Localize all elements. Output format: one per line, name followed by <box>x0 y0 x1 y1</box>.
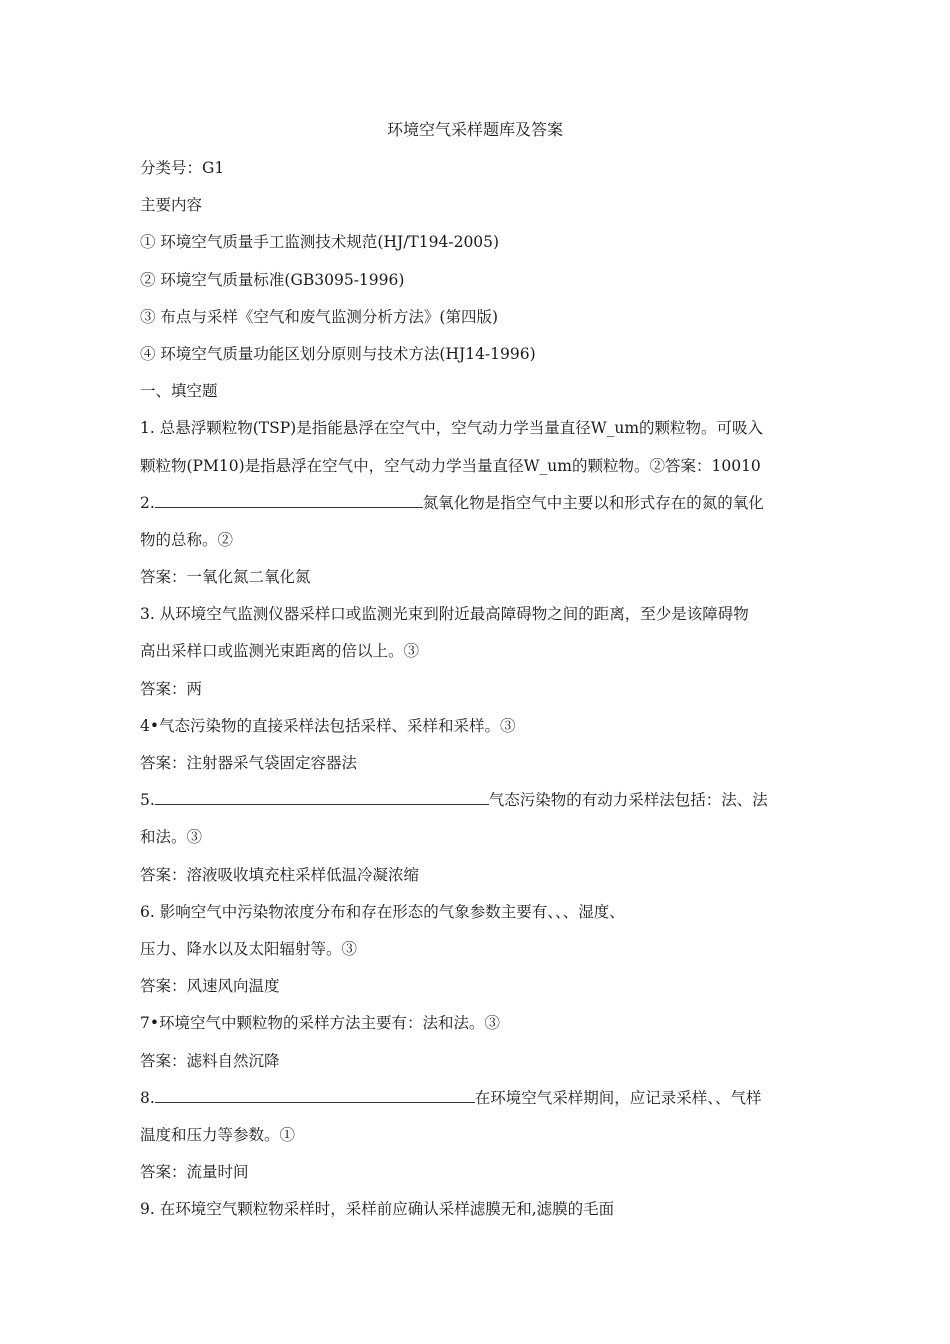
question-text-with-blank <box>140 1080 820 1117</box>
answer-line: 答案：注射器采气袋固定容器法 <box>140 754 358 772</box>
question-text-with-blank <box>140 782 820 819</box>
fill-in-blank <box>155 488 423 508</box>
question-text: 压力、降水以及太阳辐射等。③ <box>140 939 358 958</box>
question-text: 6. 影响空气中污染物浓度分布和存在形态的气象参数主要有、、、湿度、 <box>140 902 625 921</box>
question-number: 2. <box>140 493 155 512</box>
document-body <box>140 150 820 1228</box>
question-text: 颗粒物(PM10)是指悬浮在空气中，空气动力学当量直径W_um的颗粒物。②答案：10010 <box>140 456 761 475</box>
question-text: 氮氧化物是指空气中主要以和形式存在的氮的氧化 <box>422 493 764 512</box>
reference-item: ① 环境空气质量手工监测技术规范(HJ/T194-2005) <box>140 233 500 252</box>
answer-line: 答案：流量时间 <box>140 1163 249 1182</box>
question-text: 4•气态污染物的直接采样法包括采样、采样和采样。③ <box>140 716 516 735</box>
question-text: 在环境空气采样期间，应记录采样、、气样 <box>474 1088 762 1107</box>
question-text: 3. 从环境空气监测仪器采样口或监测光束到附近最高障碍物之间的距离，至少是该障碍物 <box>140 605 749 624</box>
question-text: 9. 在环境空气颗粒物采样时，采样前应确认采样滤膜无和,滤膜的毛面 <box>140 1200 615 1219</box>
question-text: 1. 总悬浮颗粒物(TSP)是指能悬浮在空气中，空气动力学当量直径W_um的颗粒物。可吸入 <box>140 419 764 438</box>
section-heading: 一、填空题 <box>140 382 218 401</box>
reference-item: ③ 布点与采样《空气和废气监测分析方法》(第四版) <box>140 307 499 326</box>
question-number: 5. <box>140 791 155 810</box>
document-title: 环境空气采样题库及答案 <box>386 120 563 139</box>
question-text: 物的总称。② <box>140 530 234 549</box>
question-text: 温度和压力等参数。① <box>140 1125 296 1144</box>
classification-line: 分类号：G1 <box>140 159 225 177</box>
question-number: 8. <box>140 1088 155 1107</box>
question-text-with-blank <box>140 485 820 522</box>
answer-line: 答案：风速风向温度 <box>140 977 280 996</box>
question-text: 高出采样口或监测光束距离的倍以上。③ <box>140 642 420 661</box>
question-text: 7•环境空气中颗粒物的采样方法主要有：法和法。③ <box>140 1014 501 1033</box>
answer-line: 答案：两 <box>140 679 203 698</box>
fill-in-blank <box>155 785 489 805</box>
reference-item: ④ 环境空气质量功能区划分原则与技术方法(HJ14-1996) <box>140 344 536 363</box>
question-text: 和法。③ <box>140 828 203 847</box>
question-text: 气态污染物的有动力采样法包括：法、法 <box>488 791 768 810</box>
answer-line: 答案：一氧化氮二氧化氮 <box>140 568 311 587</box>
answer-line: 答案：滤料自然沉降 <box>140 1051 280 1070</box>
section-heading: 主要内容 <box>140 196 203 215</box>
answer-line: 答案：溶液吸收填充柱采样低温冷凝浓缩 <box>140 865 420 884</box>
reference-item: ② 环境空气质量标准(GB3095-1996) <box>140 270 405 289</box>
fill-in-blank <box>155 1083 475 1103</box>
